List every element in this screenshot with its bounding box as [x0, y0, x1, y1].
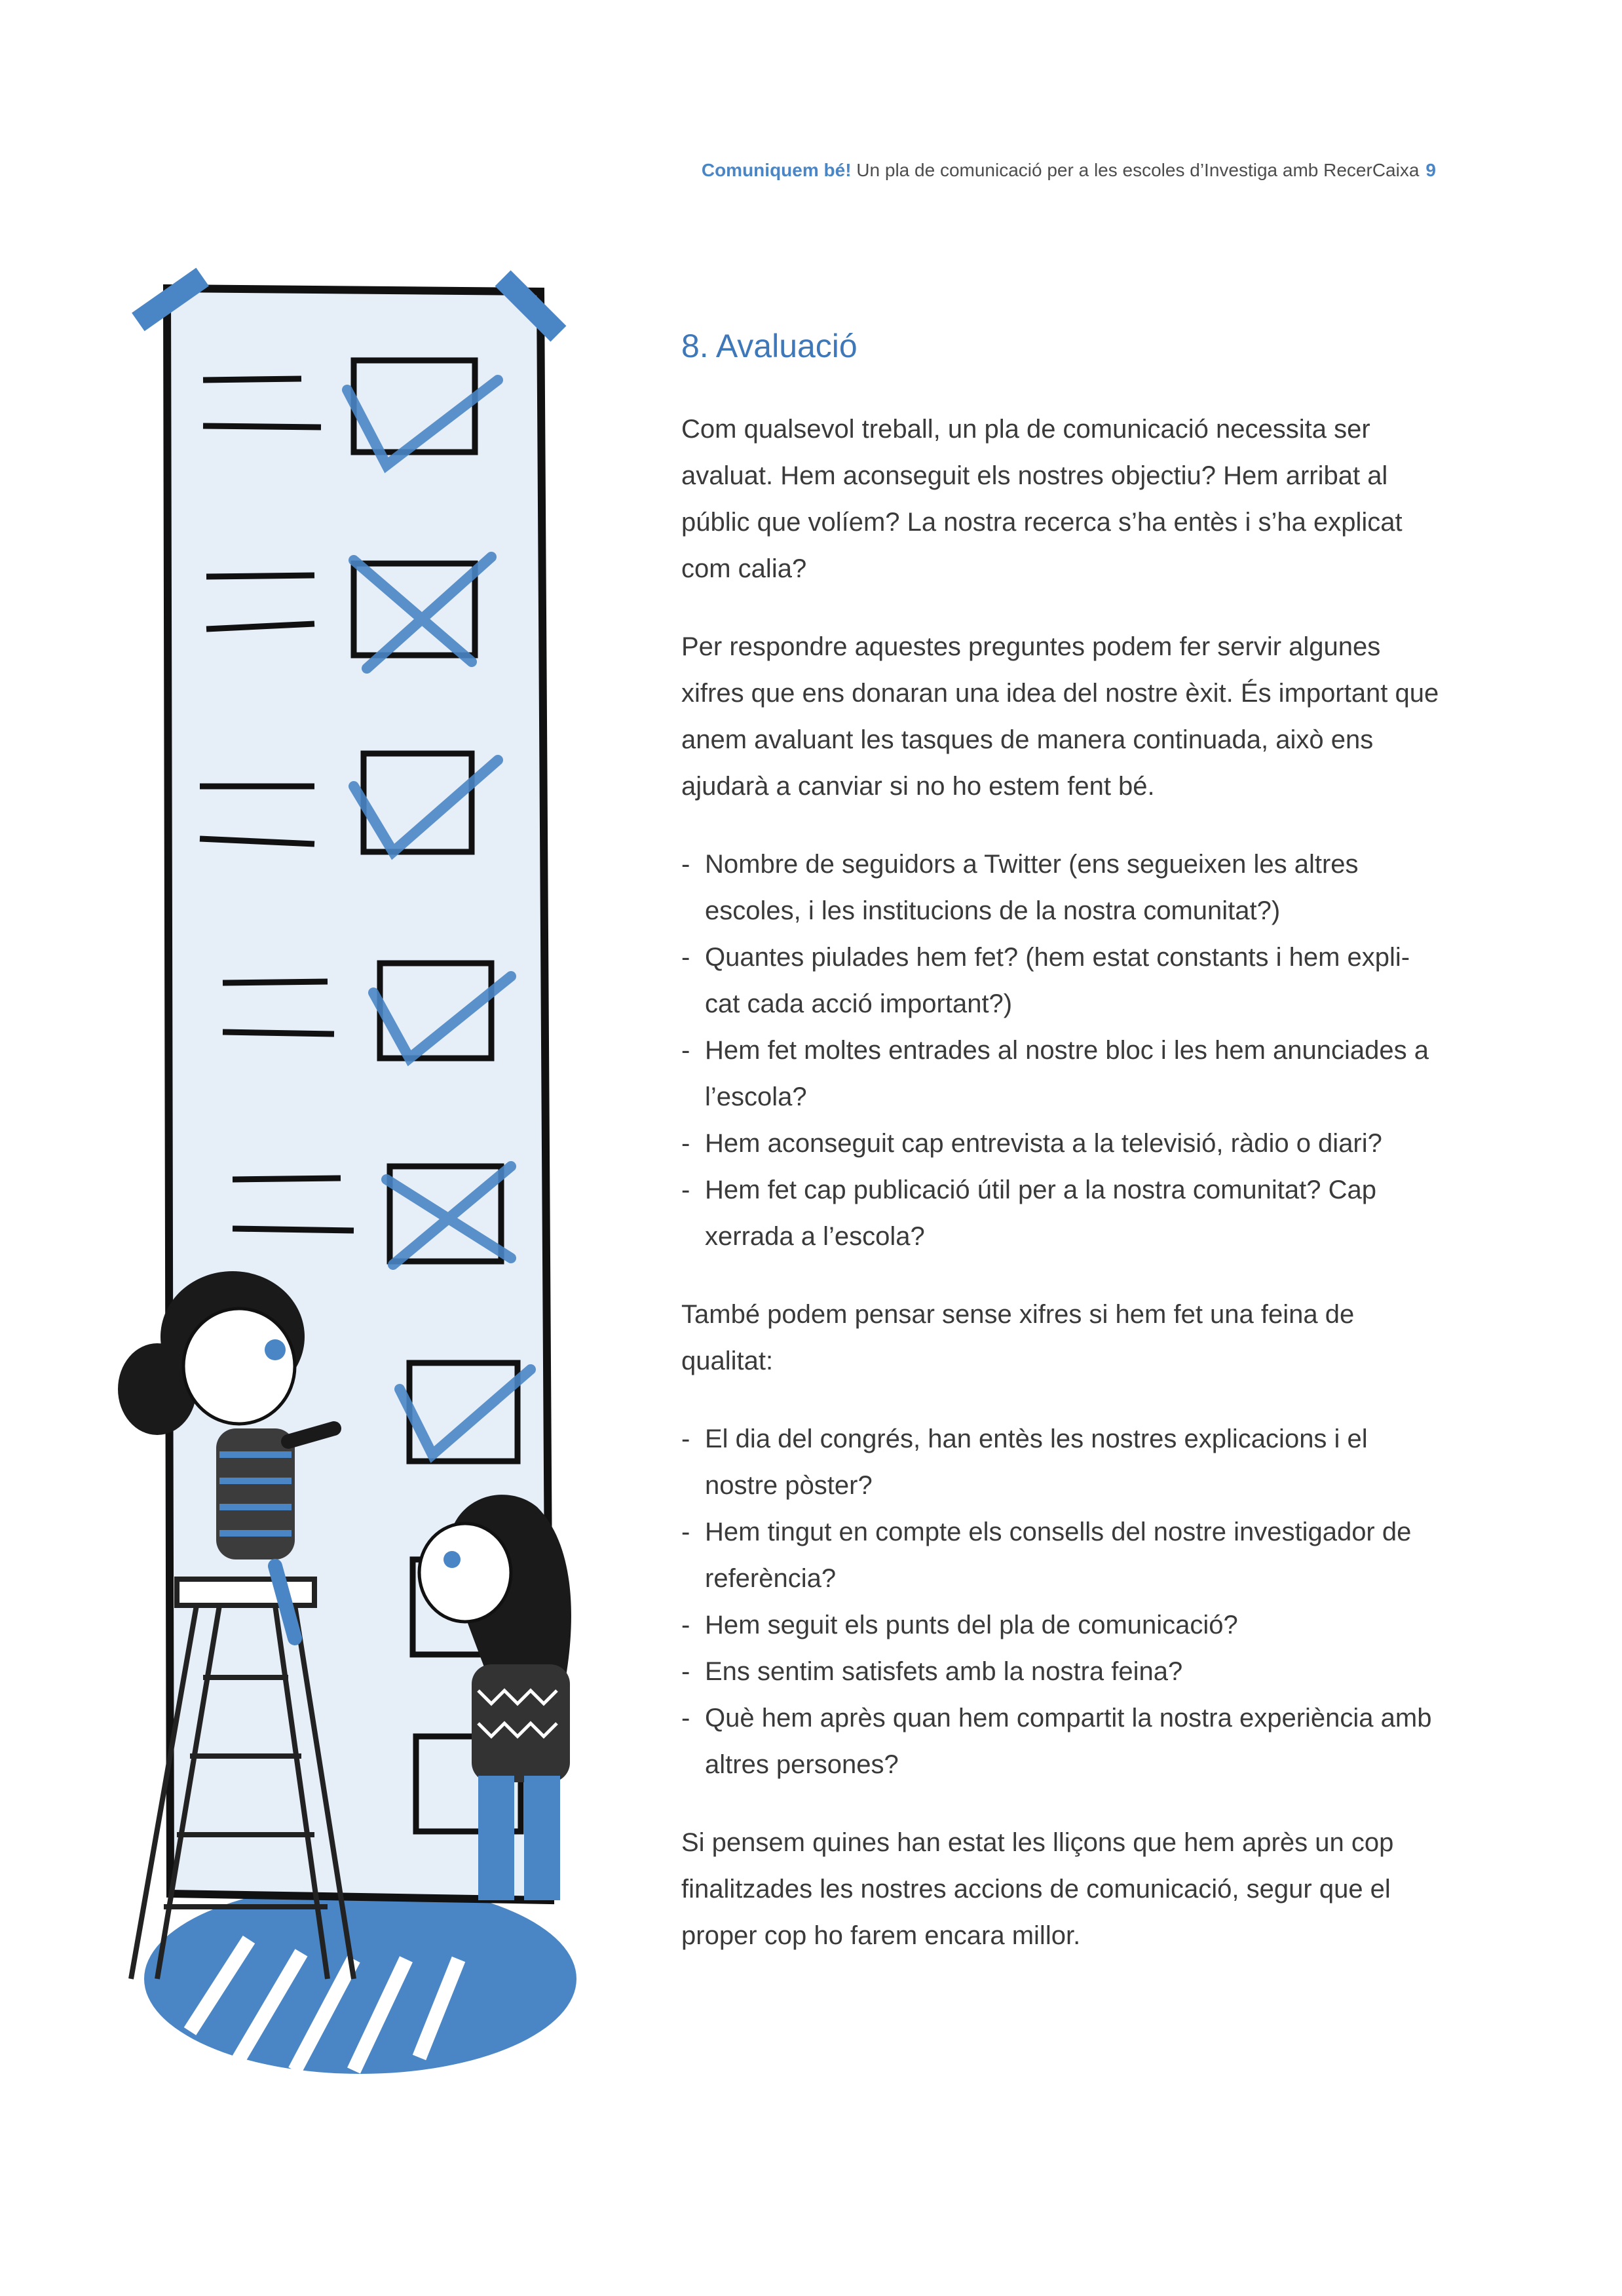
paragraph-figures: Per respondre aquestes preguntes podem fer servir algunes xifres que ens donaran una idea del nostre èxit. És important que anem avaluant les tasques de manera continuada, això ens ajudarà a canviar si no ho estem fent bé.	[681, 632, 1439, 801]
checklist-illustration	[79, 262, 668, 2110]
header-brand: Comuniquem bé!	[701, 160, 852, 180]
list-item: - Hem fet cap publicació útil per a la nostra comunitat? Cap xerrada a l’escola?	[681, 1167, 1441, 1260]
quality-list	[681, 1416, 1441, 1788]
list-item: - Hem tingut en compte els consells del nostre investigador de referència?	[681, 1509, 1441, 1602]
list-item: - El dia del congrés, han entès les nostres explicacions i el nostre pòster?	[681, 1416, 1441, 1509]
main-content	[681, 324, 1441, 1991]
list-item: - Hem fet moltes entrades al nostre bloc i les hem anunciades a l’escola?	[681, 1027, 1441, 1120]
intro-paragraph: Com qualsevol treball, un pla de comunicació necessita ser avaluat. Hem aconseguit els nostres objectiu? Hem arribat al públic que volíem? La nostra recerca s’ha entès i s’ha explicat com calia?	[681, 415, 1403, 583]
metrics-list	[681, 841, 1441, 1260]
paragraph-quality: També podem pensar sense xifres si hem fet una feina de qualitat:	[681, 1300, 1355, 1375]
page-number: 9	[1425, 160, 1436, 180]
list-item: - Què hem après quan hem compartit la nostra experiència amb altres persones?	[681, 1695, 1441, 1788]
list-item: - Quantes piulades hem fet? (hem estat constants i hem expli-cat cada acció important?)	[681, 934, 1441, 1027]
list-item: - Ens sentim satisfets amb la nostra feina?	[681, 1649, 1441, 1695]
header-subtitle: Un pla de comunicació per a les escoles d’Investiga amb RecerCaixa	[851, 160, 1420, 180]
list-item: - Nombre de seguidors a Twitter (ens segueixen les altres escoles, i les institucions de la nostra comunitat?)	[681, 841, 1441, 934]
conclusion-paragraph: Si pensem quines han estat les lliçons que hem après un cop finalitzades les nostres accions de comunicació, segur que el proper cop ho farem encara millor.	[681, 1828, 1394, 1950]
list-item: - Hem aconseguit cap entrevista a la televisió, ràdio o diari?	[681, 1120, 1441, 1167]
section-title: 8. Avaluació	[681, 328, 858, 364]
list-item: - Hem seguit els punts del pla de comunicació?	[681, 1602, 1441, 1649]
running-header	[702, 160, 1436, 181]
